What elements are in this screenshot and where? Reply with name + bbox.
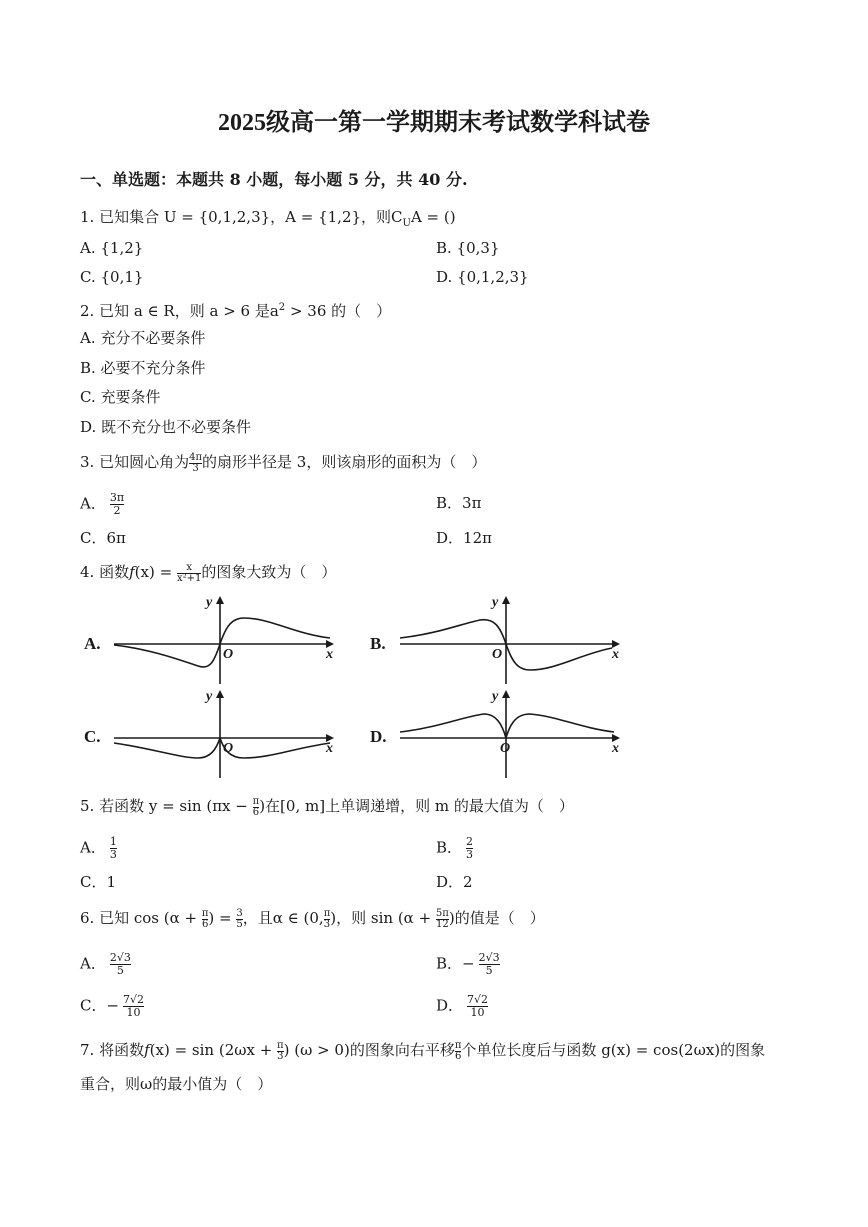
q5-option-a: A． $\frac{1}{3}$	[80, 835, 117, 861]
y-axis-label: y	[492, 595, 499, 610]
section-heading: 一、单选题：本题共 8 小题，每小题 5 分，共 40 分.	[80, 170, 468, 189]
graph-a	[110, 592, 340, 688]
q1-option-a: A. {1,2}	[80, 239, 144, 257]
x-axis-label: x	[326, 741, 333, 756]
graph-d-label: D.	[370, 727, 387, 746]
q5-option-d: D．2	[436, 873, 473, 891]
origin-label: O	[492, 647, 503, 662]
q6-option-d: D． $\frac{7√2}{10}$	[436, 993, 489, 1019]
origin-label: O	[500, 741, 511, 756]
x-axis-label: x	[612, 741, 619, 756]
y-axis-label: y	[206, 689, 213, 704]
question-7-stem: 7. 将函数f(x) = sin (2ωx + $\frac{\pi}{3}$ ) (ω > 0)的图象向右平移 $\frac{\pi}{6}$ 个单位长度后与函数 g(x) = cos(2ωx)的图象	[80, 1039, 766, 1062]
q6-option-a: A． $\frac{2√3}{5}$	[80, 951, 131, 977]
y-axis-label: y	[492, 689, 499, 704]
q5-option-c: C．1	[80, 873, 117, 891]
curve	[114, 618, 330, 667]
question-4-stem: 4. 函数f(x) = $\frac{x}{\text{x²+1}}$ 的图象大致为（ ）	[80, 561, 337, 584]
q3-option-c: C．6π	[80, 529, 126, 547]
question-7-stem-line2: 重合，则ω的最小值为（ ）	[80, 1075, 273, 1093]
q1-option-d: D. {0,1,2,3}	[436, 268, 529, 286]
q1-option-c: C. {0,1}	[80, 268, 144, 286]
y-axis-arrow	[216, 596, 224, 604]
q4-fraction: $\frac{x}{\text{x²+1}}$	[176, 561, 202, 584]
q2-option-b: B. 必要不充分条件	[80, 359, 206, 377]
q2-option-a: A. 充分不必要条件	[80, 329, 206, 347]
graph-c-label: C.	[84, 727, 101, 746]
graph-a-label: A.	[84, 634, 101, 653]
y-axis-arrow	[502, 690, 510, 698]
exam-title: 2025级高一第一学期期末考试数学科试卷	[218, 110, 650, 136]
question-5-stem: 5. 若函数 y = sin (πx − $\frac{\pi}{6}$ )在[0, m]上单调递增，则 m 的最大值为（ ）	[80, 795, 574, 818]
graph-b	[396, 592, 626, 688]
y-axis-label: y	[206, 595, 213, 610]
curve	[114, 738, 330, 758]
graph-c	[110, 686, 340, 782]
q1-option-b: B. {0,3}	[436, 239, 500, 257]
graph-d	[396, 686, 626, 782]
q3-option-a: A． $\frac{3\pi}{2}$	[80, 491, 125, 517]
q2-option-c: C. 充要条件	[80, 388, 161, 406]
x-axis-label: x	[326, 647, 333, 662]
origin-label: O	[223, 741, 234, 756]
q5-option-b: B． $\frac{2}{3}$	[436, 835, 474, 861]
q6-option-c: C．− $\frac{7√2}{10}$	[80, 993, 145, 1019]
y-axis-arrow	[216, 690, 224, 698]
question-2-stem: 2. 已知 a ∈ R，则 a > 6 是$a^2 > 36$ 的（ ）	[80, 302, 392, 320]
question-3-stem: 3. 已知圆心角为 $\frac{4\pi}{3}$ 的扇形半径是 3，则该扇形的面积为（ ）	[80, 451, 487, 474]
q3-fraction: $\frac{4\pi}{3}$	[189, 451, 203, 474]
curve	[400, 714, 614, 738]
q2-option-d: D. 既不充分也不必要条件	[80, 418, 252, 436]
q3-option-d: D．12π	[436, 529, 492, 547]
question-1-stem: 1. 已知集合 U = {0,1,2,3}，A = {1,2}，则$C_UA$ = ()	[80, 208, 456, 229]
y-axis-arrow	[502, 596, 510, 604]
q3-option-b: B．3π	[436, 494, 482, 512]
q6-option-b: B．− $\frac{2√3}{5}$	[436, 951, 500, 977]
graph-b-label: B.	[370, 634, 386, 653]
x-axis-label: x	[612, 647, 619, 662]
origin-label: O	[223, 647, 234, 662]
question-6-stem: 6. 已知 cos (α + $\frac{\pi}{6}$ ) = $\frac{3}{5}$ ，且α ∈ (0, $\frac{\pi}{3}$ )，则 sin (α + $\frac{5\pi}{12}$ )的值是（ ）	[80, 907, 545, 930]
